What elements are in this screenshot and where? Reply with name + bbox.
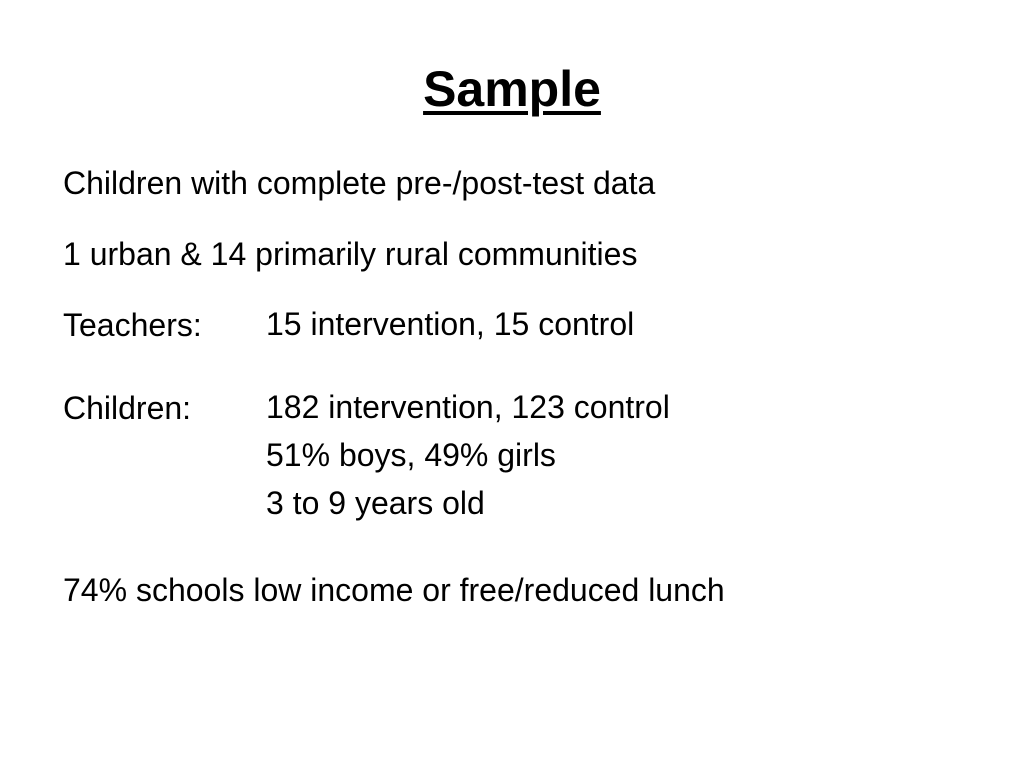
bullet-communities: 1 urban & 14 primarily rural communities	[63, 236, 638, 272]
teachers-value	[266, 300, 634, 348]
children-value-line: 182 intervention, 123 control	[266, 389, 670, 425]
children-value-line: 51% boys, 49% girls	[266, 437, 556, 473]
children-label: Children:	[63, 390, 192, 426]
slide-title: Sample	[423, 61, 601, 117]
bullet-school-income: 74% schools low income or free/reduced lunch	[63, 572, 725, 608]
teachers-label: Teachers:	[63, 307, 202, 343]
bullet-complete-data: Children with complete pre-/post-test data	[63, 165, 656, 201]
children-value-line: 3 to 9 years old	[266, 485, 485, 521]
children-values	[266, 383, 670, 527]
teachers-value-line: 15 intervention, 15 control	[266, 306, 635, 342]
